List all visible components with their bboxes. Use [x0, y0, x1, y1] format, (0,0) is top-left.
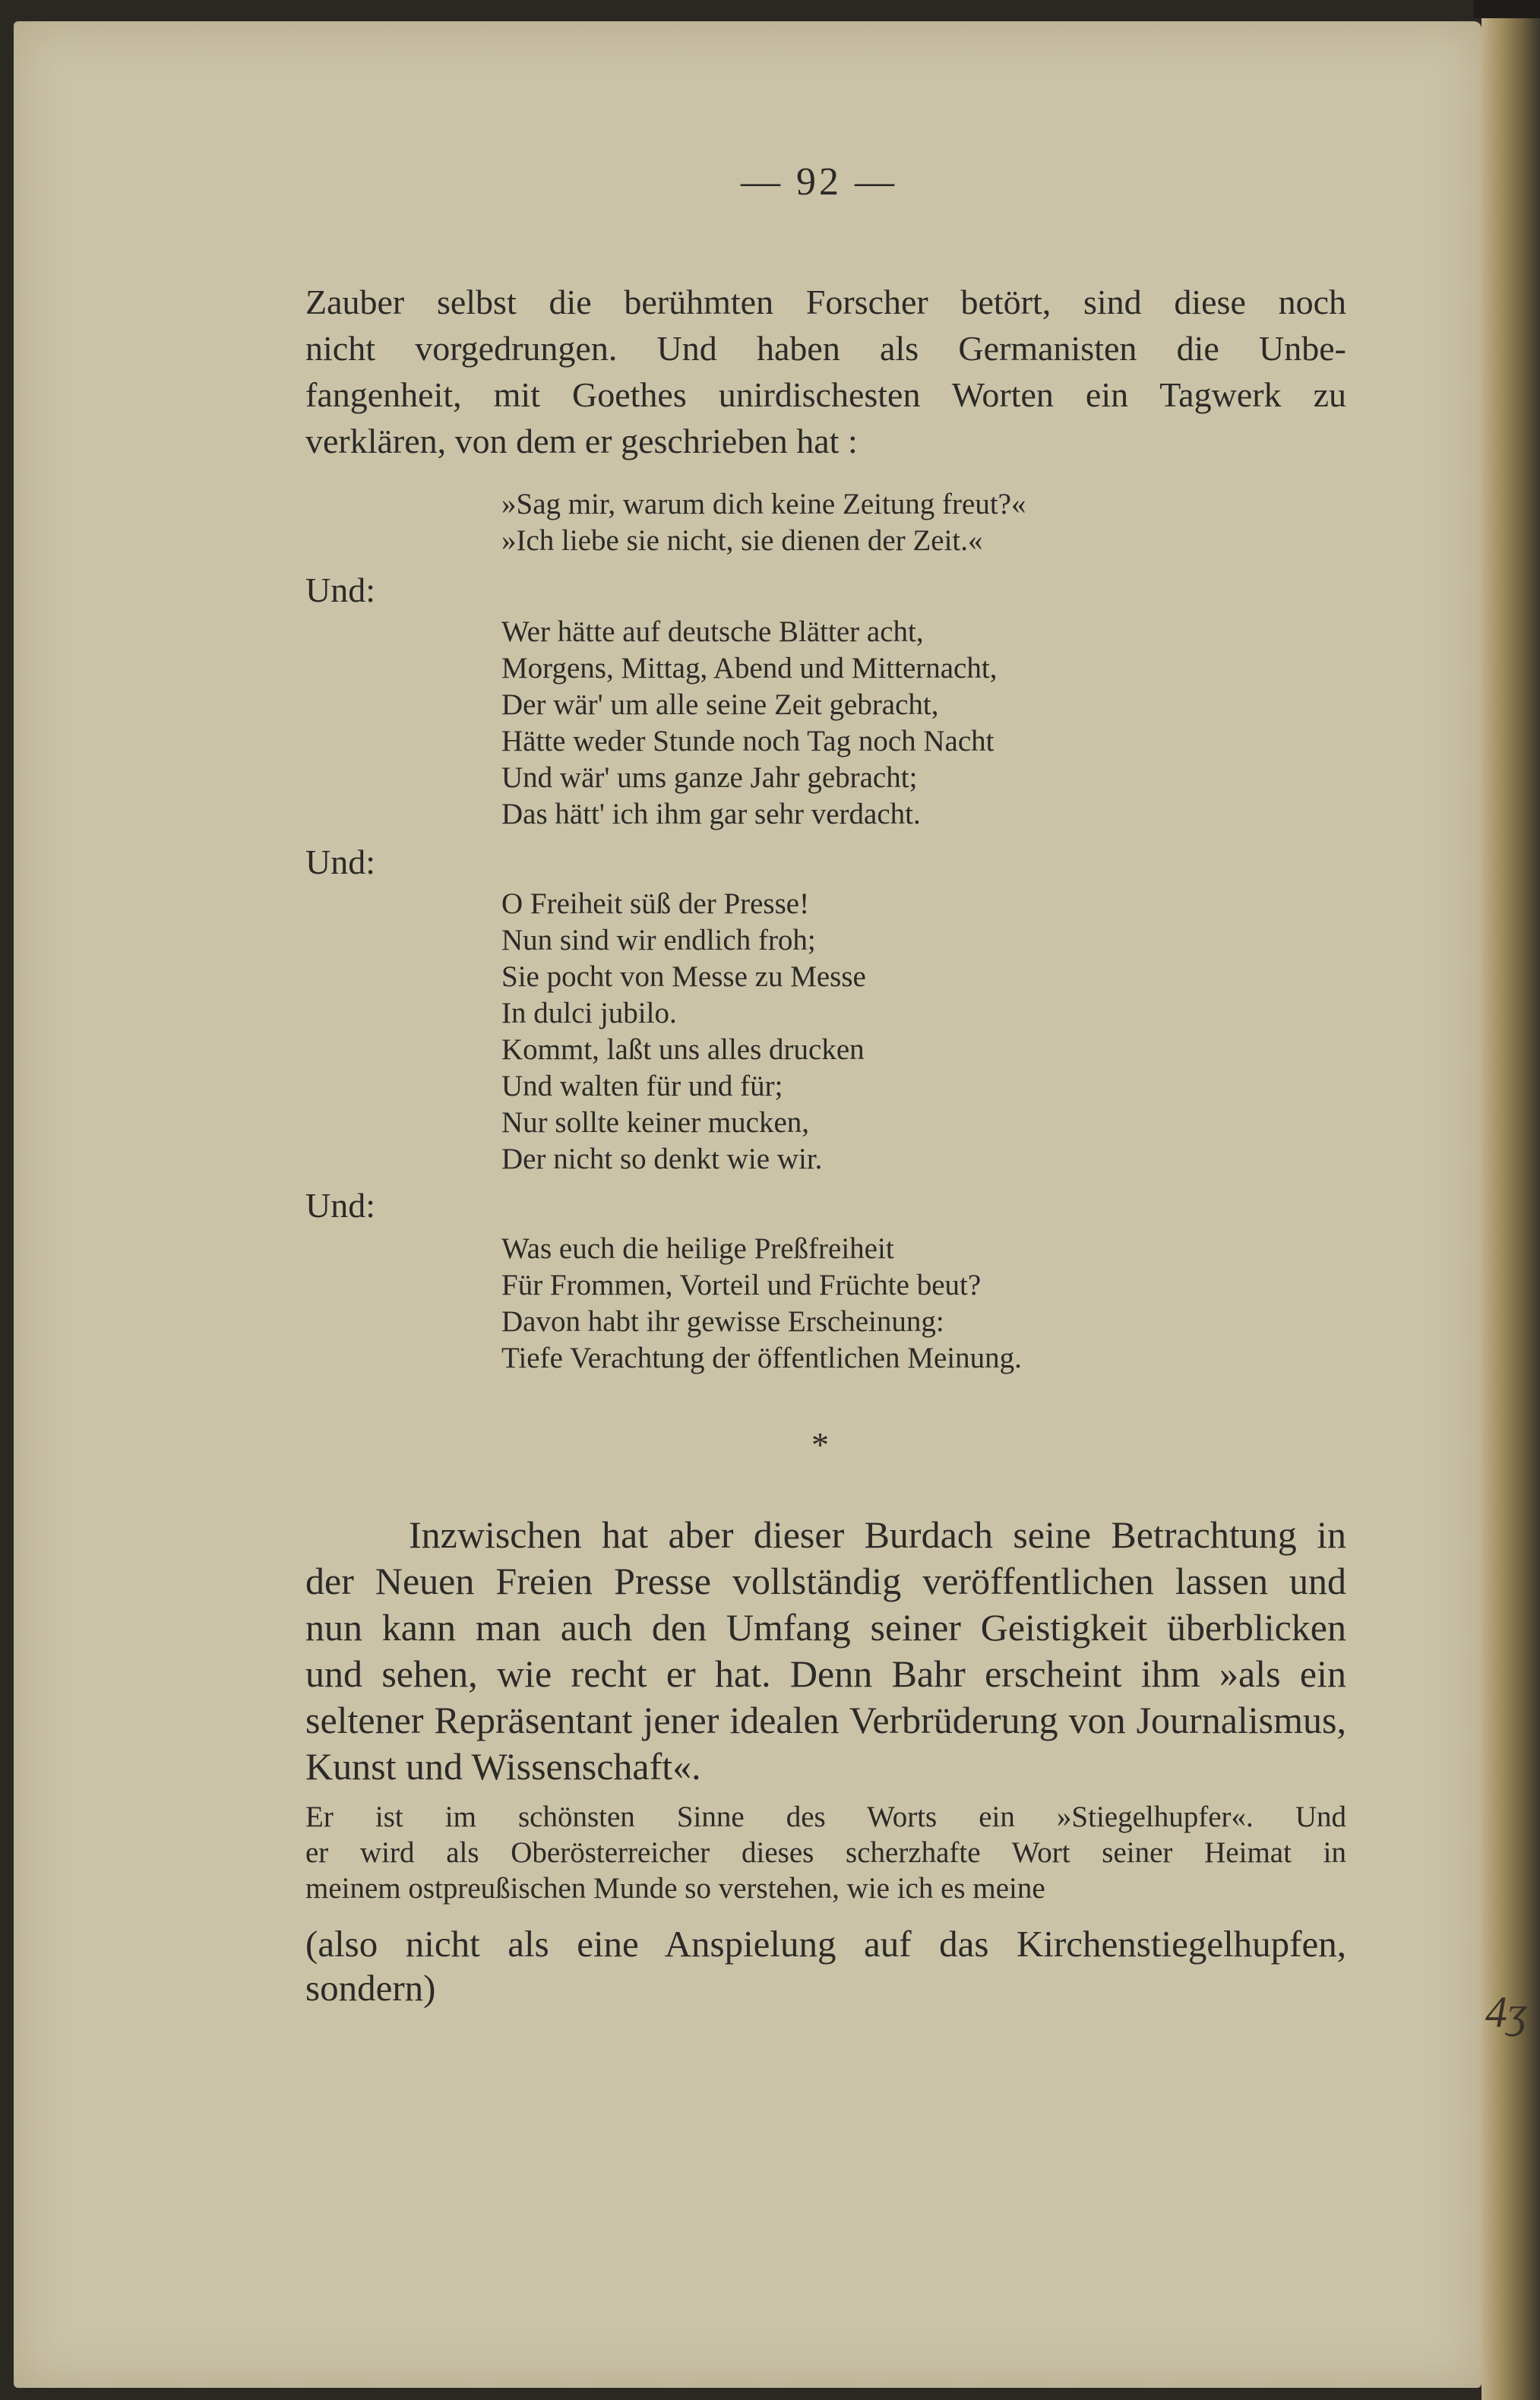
und-label: Und: — [305, 843, 375, 881]
verse-line: Wer hätte auf deutsche Blätter acht, — [501, 615, 924, 648]
text-line: Kunst und Wissenschaft«. — [305, 1745, 701, 1788]
verse-line: Morgens, Mittag, Abend und Mitternacht, — [501, 652, 998, 685]
main-paragraph — [305, 1512, 1346, 1790]
text-line: Er ist im schönsten Sinne des Worts ein »Stiegelhupfer«. Und — [305, 1801, 1346, 1833]
text-line: der Neuen Freien Presse vollständig veröffentlichen lassen und — [305, 1560, 1346, 1602]
text-line: er wird als Oberösterreicher dieses scherzhafte Wort seiner Heimat in — [305, 1836, 1346, 1869]
verse-line: Was euch die heilige Preßfreiheit — [501, 1232, 894, 1265]
verse-line: O Freiheit süß der Presse! — [501, 887, 810, 920]
verse-line: Davon habt ihr gewisse Erscheinung: — [501, 1305, 944, 1338]
und-label: Und: — [305, 571, 375, 609]
verse-line: »Ich liebe sie nicht, sie dienen der Zeit.« — [501, 524, 983, 557]
verse-line: Sie pocht von Messe zu Messe — [501, 960, 866, 993]
verse-line: Der wär' um alle seine Zeit gebracht, — [501, 688, 939, 721]
closing-paragraph — [305, 1922, 1346, 2010]
verse-2 — [501, 614, 997, 833]
text-line: sondern) — [305, 1967, 436, 2009]
page-number: — 92 — — [741, 160, 897, 204]
handwritten-margin-note: 4ʒ — [1485, 1987, 1527, 2037]
verse-1 — [501, 486, 1026, 559]
verse-line: Nun sind wir endlich froh; — [501, 924, 816, 957]
verse-3 — [501, 886, 866, 1178]
verse-line: Für Frommen, Vorteil und Früchte beut? — [501, 1269, 982, 1301]
text-line: seltener Repräsentant jener idealen Verbrüderung von Journalismus, — [305, 1699, 1346, 1741]
verse-line: Tiefe Verachtung der öffentlichen Meinung. — [501, 1342, 1022, 1374]
text-line: fangenheit, mit Goethes unirdischesten Worten ein Tagwerk zu — [305, 375, 1346, 414]
text-line: verklären, von dem er geschrieben hat : — [305, 422, 858, 460]
verse-line: Kommt, laßt uns alles drucken — [501, 1033, 865, 1066]
section-separator: * — [811, 1425, 829, 1464]
verse-line: Und wär' ums ganze Jahr gebracht; — [501, 761, 918, 794]
book-spine — [1481, 0, 1540, 2400]
verse-line: In dulci jubilo. — [501, 997, 677, 1029]
text-line: meinem ostpreußischen Munde so verstehen, wie ich es meine — [305, 1872, 1045, 1905]
intro-paragraph — [305, 279, 1346, 464]
verse-4 — [501, 1231, 1022, 1377]
verse-line: »Sag mir, warum dich keine Zeitung freut?« — [501, 488, 1026, 520]
und-label: Und: — [305, 1186, 375, 1225]
text-line: Zauber selbst die berühmten Forscher betört, sind diese noch — [305, 283, 1346, 321]
text-line: und sehen, wie recht er hat. Denn Bahr erscheint ihm »als ein — [305, 1652, 1346, 1695]
verse-line: Nur sollte keiner mucken, — [501, 1106, 810, 1139]
verse-line: Und walten für und für; — [501, 1070, 783, 1102]
pasted-slip-paragraph — [305, 1799, 1346, 1906]
verse-line: Hätte weder Stunde noch Tag noch Nacht — [501, 725, 995, 757]
verse-line: Der nicht so denkt wie wir. — [501, 1143, 823, 1175]
page-edge-shadow — [1474, 0, 1540, 18]
text-line: nun kann man auch den Umfang seiner Geistigkeit überblicken — [305, 1606, 1346, 1649]
text-line: Inzwischen hat aber dieser Burdach seine Betrachtung in — [409, 1513, 1346, 1556]
text-line: (also nicht als eine Anspielung auf das Kirchenstiegelhupfen, — [305, 1923, 1346, 1965]
verse-line: Das hätt' ich ihm gar sehr verdacht. — [501, 798, 921, 830]
text-line: nicht vorgedrungen. Und haben als Germanisten die Unbe- — [305, 329, 1346, 368]
